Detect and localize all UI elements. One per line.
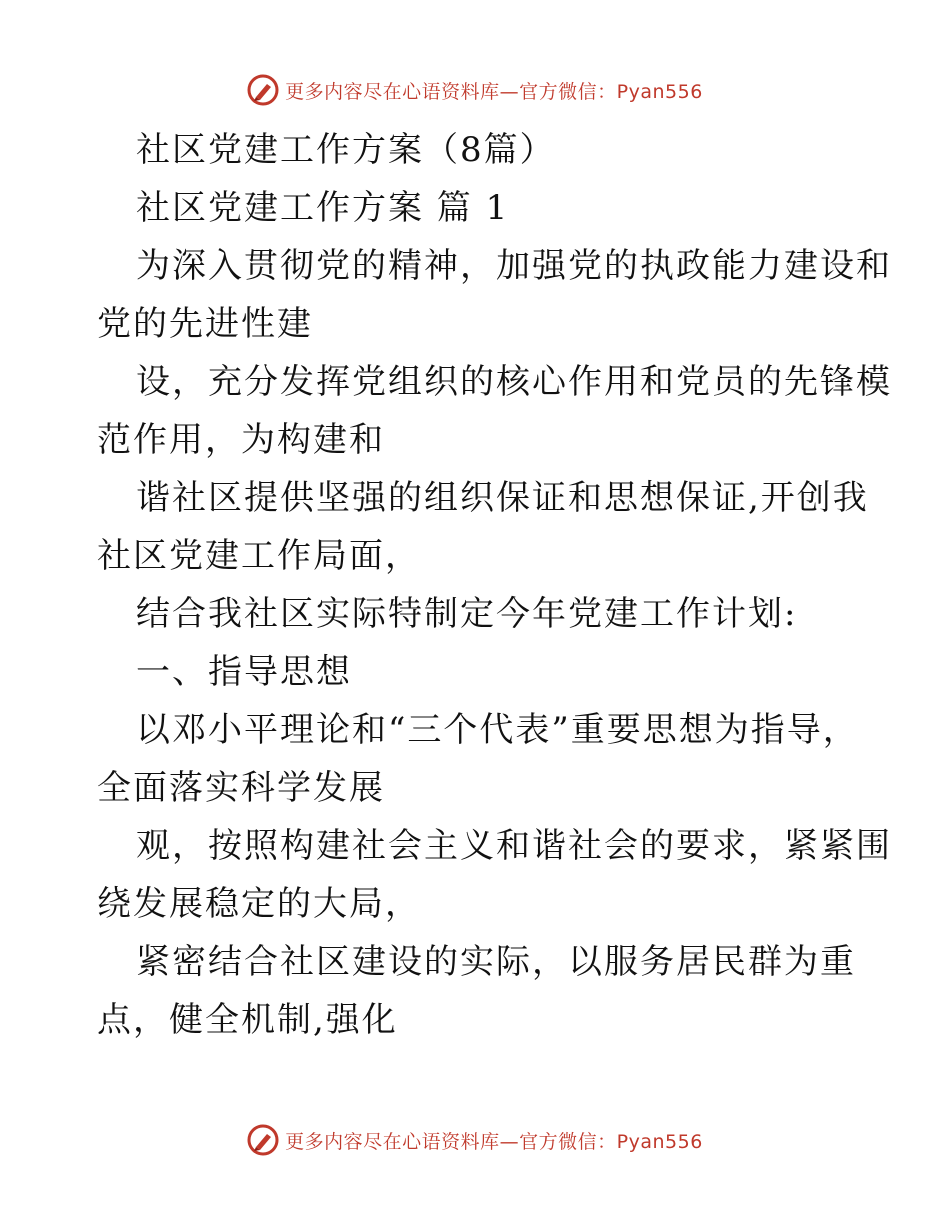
pen-logo-icon	[247, 74, 279, 106]
paragraph-line: 以邓小平理论和“三个代表”重要思想为指导，	[136, 710, 859, 750]
paragraph-line: 范作用，为构建和	[97, 420, 385, 460]
document-title: 社区党建工作方案（8篇）	[136, 130, 556, 170]
paragraph-line: 结合我社区实际特制定今年党建工作计划:	[136, 594, 798, 634]
paragraph-line: 紧密结合社区建设的实际，以服务居民群为重	[136, 942, 856, 982]
paragraph-line: 全面落实科学发展	[97, 768, 385, 808]
paragraph-line: 社区党建工作局面，	[97, 536, 421, 576]
section-heading: 一、指导思想	[136, 652, 352, 692]
paragraph-line: 为深入贯彻党的精神，加强党的执政能力建设和	[136, 246, 892, 286]
paragraph-line: 党的先进性建	[97, 304, 313, 344]
paragraph-line: 谐社区提供坚强的组织保证和思想保证,开创我	[136, 478, 869, 518]
header-banner	[0, 70, 950, 110]
paragraph-line: 设，充分发挥党组织的核心作用和党员的先锋模	[136, 362, 892, 402]
pen-logo-icon	[247, 1124, 279, 1156]
paragraph-line: 点，健全机制,强化	[97, 1000, 398, 1040]
paragraph-line: 观，按照构建社会主义和谐社会的要求，紧紧围	[136, 826, 892, 866]
footer-banner	[0, 1120, 950, 1160]
paragraph-line: 绕发展稳定的大局，	[97, 884, 421, 924]
document-subtitle: 社区党建工作方案 篇 1	[136, 188, 510, 228]
header-banner-text: 更多内容尽在心语资料库—官方微信：Pyan556	[285, 80, 703, 103]
footer-banner-text: 更多内容尽在心语资料库—官方微信：Pyan556	[285, 1130, 703, 1153]
